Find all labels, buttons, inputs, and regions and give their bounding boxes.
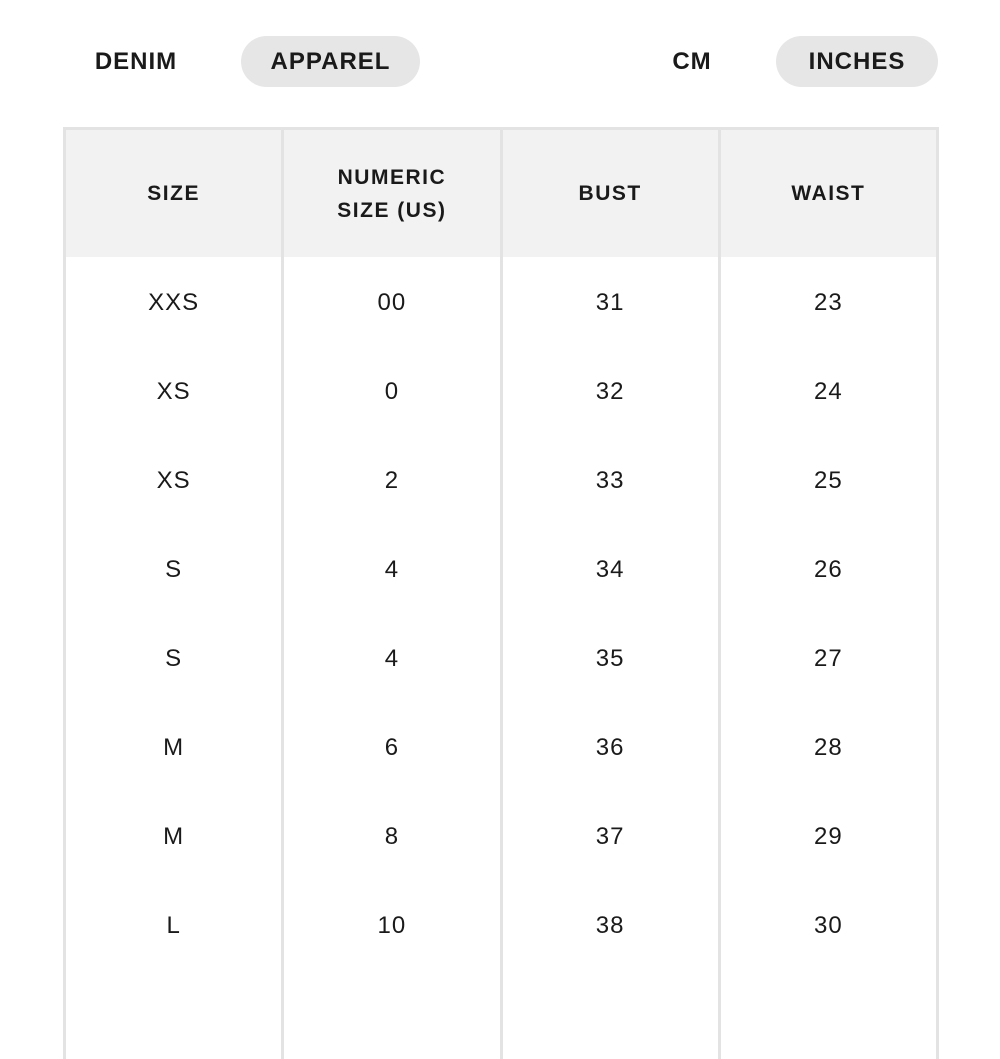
- cell-empty: [719, 970, 937, 1059]
- cell-waist: 27: [719, 614, 937, 703]
- cell-bust: 37: [501, 792, 719, 881]
- cell-waist: 23: [719, 257, 937, 347]
- table-row: [65, 881, 938, 970]
- cell-bust: 31: [501, 257, 719, 347]
- unit-toggle-cm[interactable]: CM: [672, 48, 712, 75]
- table-row: [65, 436, 938, 525]
- table-row: [65, 525, 938, 614]
- cell-waist: 26: [719, 525, 937, 614]
- cell-size: M: [65, 792, 283, 881]
- cell-bust: 33: [501, 436, 719, 525]
- table-row: [65, 614, 938, 703]
- tab-apparel[interactable]: APPAREL: [241, 36, 420, 87]
- cell-size: L: [65, 881, 283, 970]
- table-row: [65, 792, 938, 881]
- cell-size: XS: [65, 436, 283, 525]
- tab-denim[interactable]: DENIM: [94, 48, 178, 75]
- cell-waist: 28: [719, 703, 937, 792]
- table-row: [65, 347, 938, 436]
- cell-waist: 24: [719, 347, 937, 436]
- cell-numeric-size: 6: [283, 703, 501, 792]
- cell-empty: [501, 970, 719, 1059]
- cell-waist: 30: [719, 881, 937, 970]
- cell-numeric-size: 10: [283, 881, 501, 970]
- column-header-bust: BUST: [501, 129, 719, 258]
- cell-size: XXS: [65, 257, 283, 347]
- cell-bust: 38: [501, 881, 719, 970]
- cell-size: XS: [65, 347, 283, 436]
- cell-bust: 32: [501, 347, 719, 436]
- cell-numeric-size: 0: [283, 347, 501, 436]
- cell-numeric-size: 2: [283, 436, 501, 525]
- cell-waist: 25: [719, 436, 937, 525]
- column-header-numeric-size-label: NUMERIC SIZE (US): [337, 165, 447, 222]
- cell-size: S: [65, 614, 283, 703]
- cell-empty: [65, 970, 283, 1059]
- cell-size: S: [65, 525, 283, 614]
- cell-numeric-size: 8: [283, 792, 501, 881]
- cell-empty: [283, 970, 501, 1059]
- cell-waist: 29: [719, 792, 937, 881]
- cell-bust: 36: [501, 703, 719, 792]
- table-row: [65, 703, 938, 792]
- table-row: [65, 257, 938, 347]
- size-chart-table: [63, 127, 939, 1059]
- cell-size: M: [65, 703, 283, 792]
- column-header-numeric-size: [283, 129, 501, 258]
- unit-toggle-inches[interactable]: INCHES: [776, 36, 938, 87]
- column-header-size: SIZE: [65, 129, 283, 258]
- cell-numeric-size: 00: [283, 257, 501, 347]
- table-header-row: [65, 129, 938, 258]
- cell-bust: 34: [501, 525, 719, 614]
- cell-numeric-size: 4: [283, 525, 501, 614]
- cell-bust: 35: [501, 614, 719, 703]
- cell-numeric-size: 4: [283, 614, 501, 703]
- column-header-waist: WAIST: [719, 129, 937, 258]
- table-row-partial: [65, 970, 938, 1059]
